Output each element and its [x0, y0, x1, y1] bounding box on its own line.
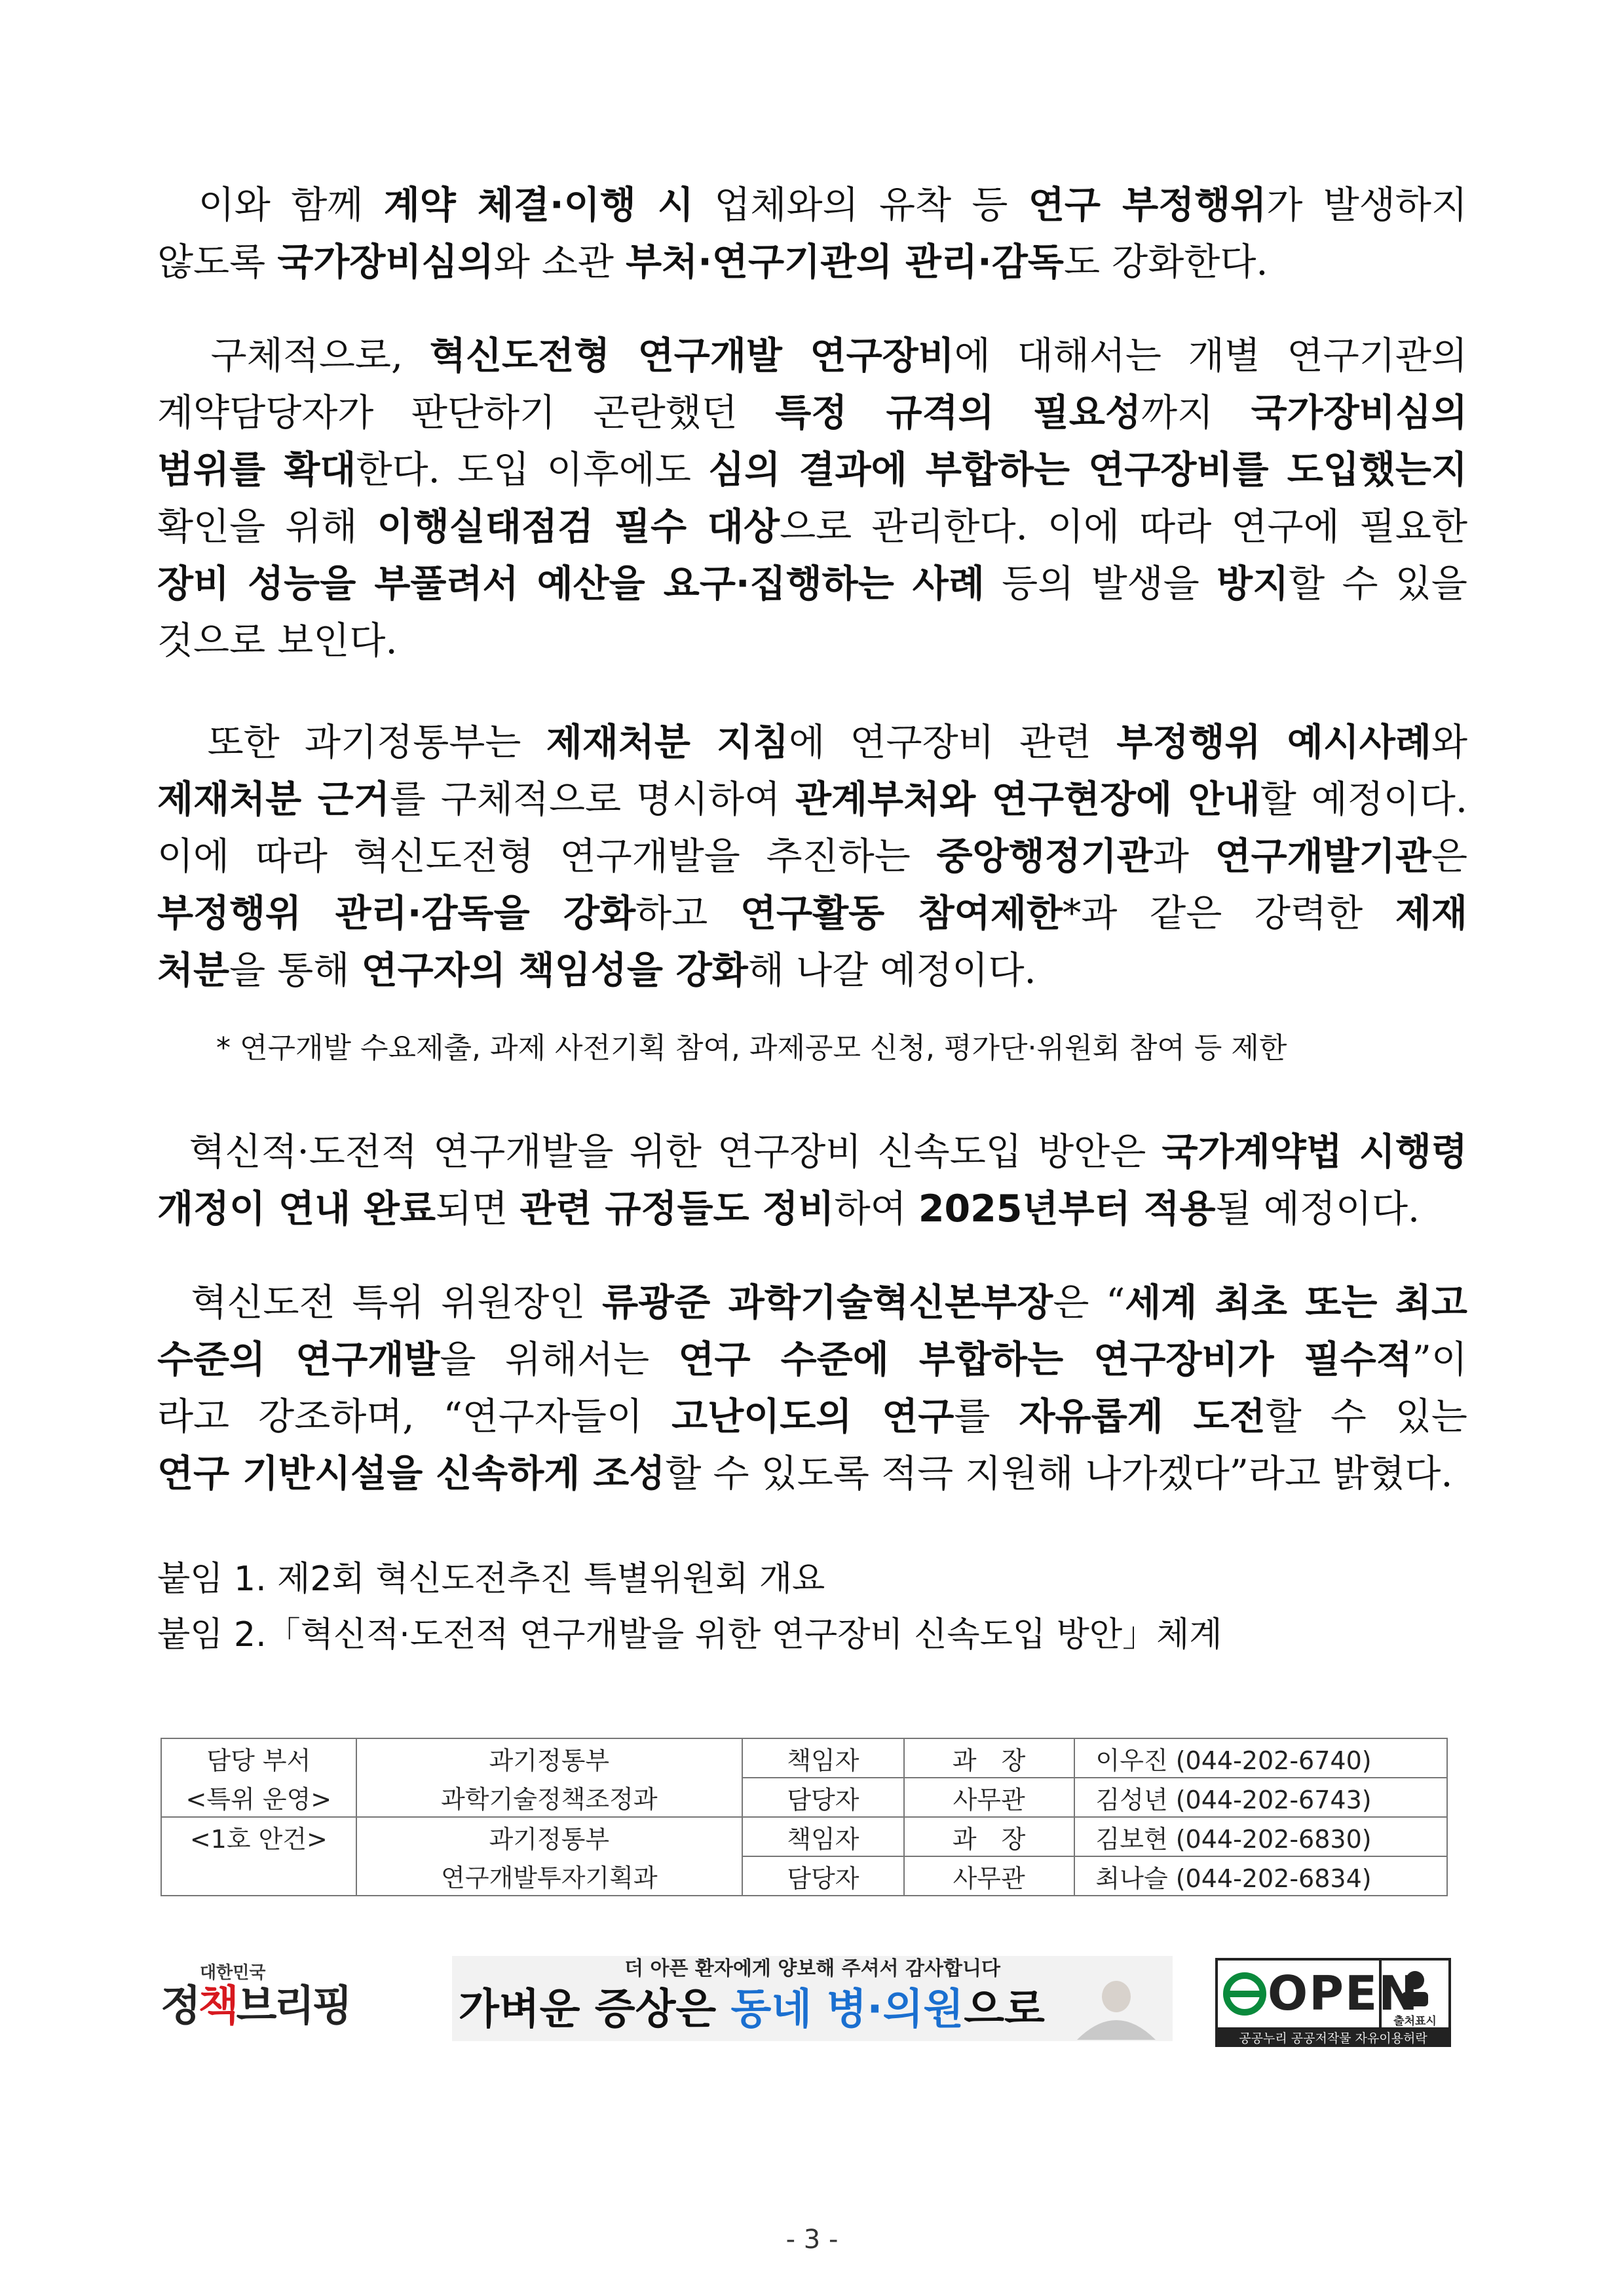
body-text-segment: 구체적으로, [157, 334, 430, 377]
body-text-segment: *과 같은 강력한 [1062, 892, 1395, 935]
logo-glyph: 정 [161, 1982, 198, 2031]
role-cell: 책임자 [742, 1817, 904, 1856]
body-text-segment: 할 수 있는 [1265, 1395, 1467, 1438]
table-row [161, 1817, 1447, 1856]
policy-briefing-logo [161, 1959, 357, 2038]
body-text-segment: 이와 함께 [157, 183, 384, 227]
body-text-segment: 혁신적·도전적 연구개발을 위한 연구장비 신속도입 방안은 [157, 1130, 1162, 1174]
body-text-segment: 와 [1431, 721, 1468, 764]
body-text-segment: 와 소관 [493, 240, 626, 284]
body-text-segment: 은 [1431, 835, 1467, 878]
dept-cell: <1호 안건> [161, 1817, 356, 1856]
bold-text: 관계부처와 연구현장에 안내 [795, 778, 1260, 821]
paragraph-line [157, 828, 1467, 885]
bold-text: 범위를 확대 [157, 448, 356, 491]
bold-text: 류광준 과학기술혁신본부장 [602, 1281, 1053, 1324]
body-text-segment: 하고 [635, 892, 740, 935]
body-text-segment: 등의 발생을 [984, 562, 1217, 605]
bold-text: 세계 최초 또는 최고 [1125, 1281, 1467, 1324]
bold-text: 방지 [1217, 562, 1289, 605]
paragraph-line [157, 1181, 1467, 1238]
bold-text: 중앙행정기관 [936, 835, 1153, 878]
body-text-segment: 확인을 위해 [157, 505, 377, 548]
paragraph-line [157, 1331, 1467, 1388]
paragraph [157, 177, 1467, 291]
bold-text: 국가계약법 시행령 [1161, 1130, 1467, 1174]
logo-glyph: 리 [274, 1982, 312, 2031]
body-text-segment: 과 [1152, 835, 1215, 878]
person-cell: 최나슬 (044-202-6834) [1074, 1856, 1447, 1896]
attachment-1: 붙임 1. 제2회 혁신도전추진 특별위원회 개요 [157, 1559, 825, 1599]
paragraph-line [157, 1124, 1467, 1181]
body-text-segment: 업체와의 유착 등 [693, 183, 1029, 227]
open-text: OPEN [1268, 1966, 1420, 2021]
bold-text: 연구 부정행위 [1028, 183, 1267, 227]
bold-text: 연구개발기관 [1215, 835, 1431, 878]
body-text-segment: 라고 강조하며, “연구자들이 [157, 1395, 672, 1438]
campaign-banner [452, 1956, 1173, 2041]
title-cell: 과 장 [904, 1738, 1074, 1778]
bold-text: 장비 성능을 부풀려서 예산을 요구·집행하는 사례 [157, 562, 985, 605]
dept-cell: 담당 부서 [161, 1738, 356, 1778]
body-text-segment: 것으로 보인다. [157, 619, 398, 662]
org-cell: 과기정통부 [356, 1817, 742, 1856]
table-row [161, 1856, 1447, 1896]
bold-text: 수준의 연구개발 [157, 1338, 440, 1381]
role-cell: 책임자 [742, 1738, 904, 1778]
logo-main-label [161, 1982, 350, 2031]
bold-text: 계약 체결·이행 시 [383, 183, 694, 227]
paragraph-line [157, 499, 1467, 556]
paragraph [157, 1124, 1467, 1238]
open-caption: 공공누리 공공저작물 자유이용허락 [1215, 2030, 1451, 2047]
paragraph-line [157, 1445, 1467, 1502]
doctor-figure-icon [1064, 1974, 1169, 2040]
org-cell: 과기정통부 [356, 1738, 742, 1778]
table-row [161, 1738, 1447, 1778]
paragraph [157, 714, 1467, 999]
body-text-segment: 해 나갈 예정이다. [747, 949, 1036, 992]
banner-title-part: 가벼운 증상은 [459, 1985, 731, 2034]
body-text-segment: 하여 [834, 1187, 918, 1231]
body-text-segment: 를 [954, 1395, 1019, 1438]
logo-top-text: 대한민국 [200, 1963, 266, 1983]
bold-text: 심의 결과에 부합하는 연구장비를 도입했는지 [708, 448, 1467, 491]
body-text-segment: 되면 [436, 1187, 520, 1231]
paragraph-line [157, 1388, 1467, 1445]
bold-text: 개정이 연내 완료 [157, 1187, 436, 1231]
bold-text: 관련 규정들도 정비 [519, 1187, 835, 1231]
logo-main-text [161, 1980, 350, 2033]
logo-glyph: 브 [236, 1982, 274, 2031]
dept-cell [161, 1856, 356, 1896]
paragraph-line [157, 942, 1467, 999]
person-cell: 김성년 (044-202-6743) [1074, 1778, 1447, 1817]
body-text-segment: 이에 따라 혁신도전형 연구개발을 추진하는 [157, 835, 937, 878]
body-text-segment: 또한 과기정통부는 [157, 721, 546, 764]
body-text-segment: 을 통해 [229, 949, 362, 992]
bold-text: 연구자의 책임성을 강화 [361, 949, 748, 992]
bold-text: 이행실태점검 필수 대상 [377, 505, 780, 548]
body-text-segment: 을 위해서는 [440, 1338, 679, 1381]
body-text-segment: 될 예정이다. [1215, 1187, 1420, 1231]
title-cell: 사무관 [904, 1778, 1074, 1817]
body-text-segment: ”이 [1412, 1338, 1467, 1381]
paragraph-line [157, 328, 1467, 385]
bold-text: 국가장비심의 [1251, 391, 1467, 434]
open-badge-label: 출처표시 [1393, 2015, 1437, 2028]
paragraph-line [157, 885, 1467, 942]
person-cell: 이우진 (044-202-6740) [1074, 1738, 1447, 1778]
bold-text: 자유롭게 도전 [1019, 1395, 1266, 1438]
paragraph-line [157, 385, 1467, 442]
bold-text: 특정 규격의 필요성 [775, 391, 1142, 434]
body-text-segment: 를 구체적으로 명시하여 [389, 778, 795, 821]
body-text-segment: 에 연구장비 관련 [789, 721, 1117, 764]
contact-table [161, 1738, 1448, 1896]
body-text-segment: 까지 [1141, 391, 1251, 434]
bold-text: 제재처분 지침 [546, 721, 789, 764]
body-text-segment: 으로 관리한다. 이에 따라 연구에 필요한 [780, 505, 1467, 548]
banner-title-highlight: 동네 병·의원 [730, 1985, 964, 2034]
paragraph [157, 328, 1467, 670]
bold-text: 고난이도의 연구 [671, 1395, 954, 1438]
banner-title [459, 1983, 1045, 2036]
bold-text: 부정행위 예시사례 [1116, 721, 1431, 764]
bold-text: 부처·연구기관의 관리·감독 [626, 240, 1064, 284]
paragraph-line [157, 177, 1467, 234]
body-text-segment: 계약담당자가 판단하기 곤란했던 [157, 391, 776, 434]
bold-text: 국가장비심의 [277, 240, 494, 284]
footnote: * 연구개발 수요제출, 과제 사전기획 참여, 과제공모 신청, 평가단·위원회 참여 등 제한 [216, 1031, 1287, 1065]
body-text-segment: 에 대해서는 개별 연구기관의 [954, 334, 1467, 377]
table-row [161, 1778, 1447, 1817]
open-license-badge [1215, 1958, 1451, 2030]
body-text-segment: 할 수 있도록 적극 지원해 나가겠다”라고 밝혔다. [665, 1452, 1453, 1495]
banner-title-part: 으로 [964, 1985, 1045, 2034]
body-text-segment: 혁신도전 특위 위원장인 [157, 1281, 603, 1324]
page-number: - 3 - [785, 2225, 839, 2255]
bold-text: 제재 [1395, 892, 1467, 935]
bold-text: 연구 수준에 부합하는 연구장비가 필수적 [678, 1338, 1412, 1381]
body-text-segment: 도 강화한다. [1063, 240, 1268, 284]
org-cell: 과학기술정책조정과 [356, 1778, 742, 1817]
paragraph-line [157, 613, 1467, 670]
body-text-segment: 가 발생하지 [1266, 183, 1467, 227]
title-cell: 사무관 [904, 1856, 1074, 1896]
role-cell: 담당자 [742, 1778, 904, 1817]
bold-text: 2025년부터 적용 [918, 1187, 1216, 1231]
body-text-segment: 한다. 도입 이후에도 [356, 448, 709, 491]
body-text-segment: 은 “ [1053, 1281, 1125, 1324]
role-cell: 담당자 [742, 1856, 904, 1896]
body-text-segment: 할 수 있을 [1289, 562, 1467, 605]
dept-cell: <특위 운영> [161, 1778, 356, 1817]
paragraph-line [157, 1274, 1467, 1331]
attachment-2: 붙임 2.「혁신적·도전적 연구개발을 위한 연구장비 신속도입 방안」체계 [157, 1615, 1222, 1655]
banner-subtitle: 더 아픈 환자에게 양보해 주셔서 감사합니다 [624, 1957, 1000, 1980]
paragraph [157, 1274, 1467, 1502]
bold-text: 제재처분 근거 [157, 778, 390, 821]
logo-glyph: 책 [198, 1982, 236, 2031]
bold-text: 처분 [157, 949, 230, 992]
bold-text: 혁신도전형 연구개발 연구장비 [429, 334, 954, 377]
person-cell: 김보현 (044-202-6830) [1074, 1817, 1447, 1856]
org-cell: 연구개발투자기획과 [356, 1856, 742, 1896]
title-cell: 과 장 [904, 1817, 1074, 1856]
bold-text: 연구활동 참여제한 [740, 892, 1063, 935]
body-text-segment: 않도록 [157, 240, 278, 284]
paragraph-line [157, 442, 1467, 499]
paragraph-line [157, 234, 1467, 291]
bold-text: 연구 기반시설을 신속하게 조성 [157, 1452, 666, 1495]
paragraph-line [157, 714, 1467, 771]
paragraph-line [157, 771, 1467, 828]
logo-glyph: 핑 [312, 1982, 350, 2031]
body-text-segment: 할 예정이다. [1260, 778, 1467, 821]
bold-text: 부정행위 관리·감독을 강화 [157, 892, 636, 935]
paragraph-line [157, 556, 1467, 613]
